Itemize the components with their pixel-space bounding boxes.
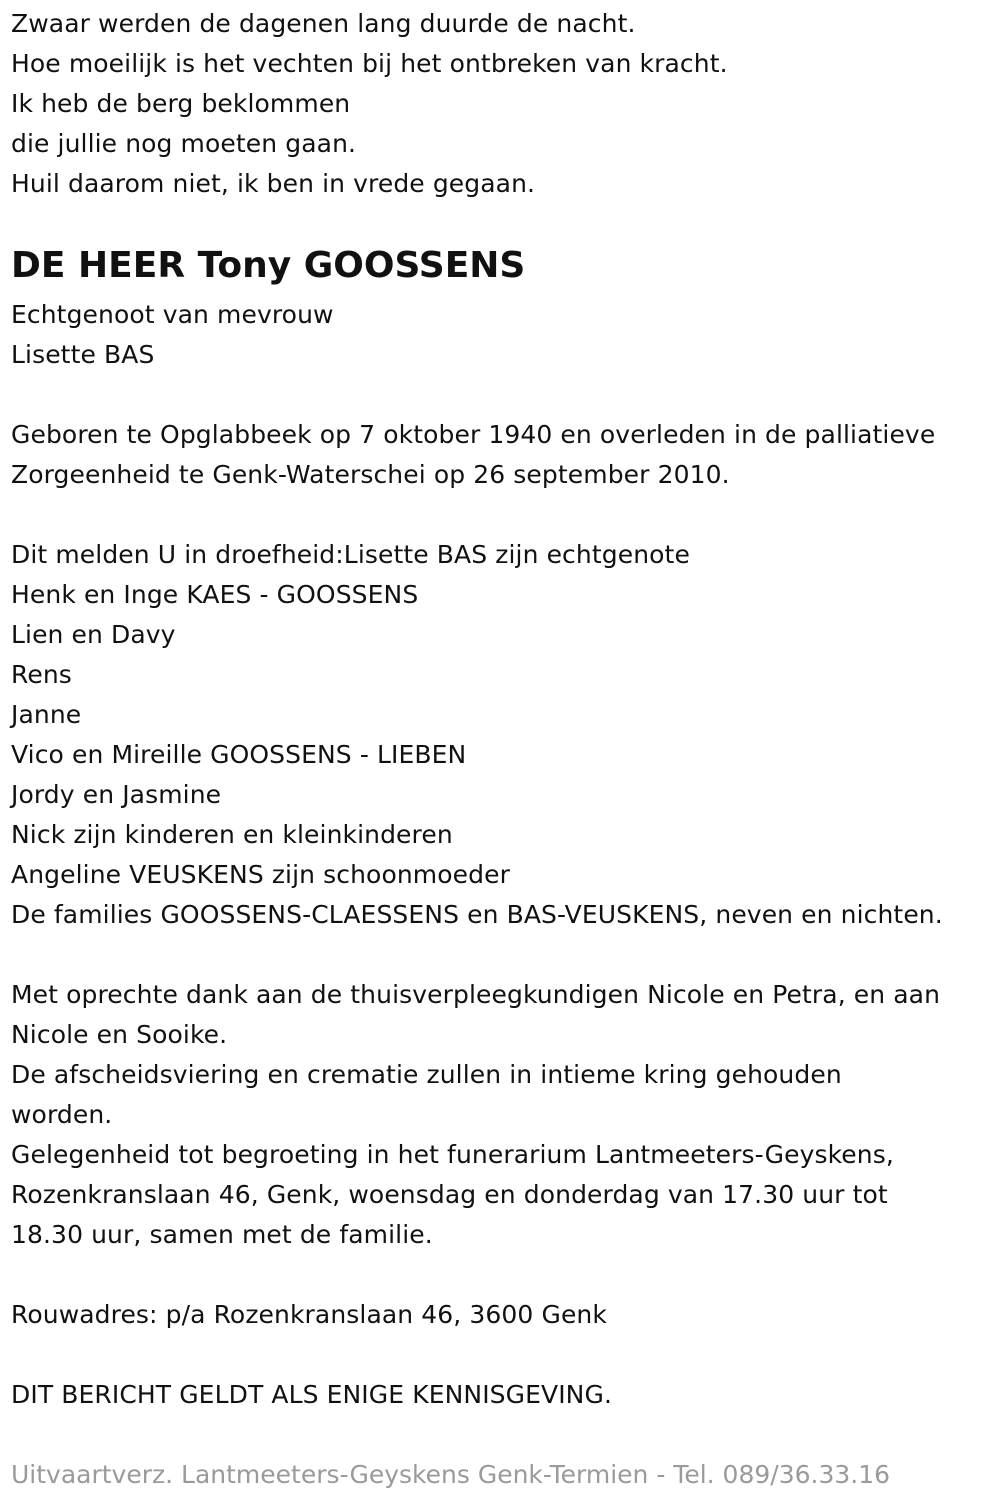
info-line: worden. [11,1100,113,1129]
thanks-and-info-paragraph [11,975,996,1255]
paragraph-gap [11,1415,996,1455]
poem-line: Zwaar werden de dagenen lang duurde de nacht. [11,9,636,38]
poem-line: Huil daarom niet, ik ben in vrede gegaan. [11,169,536,198]
poem-line: die jullie nog moeten gaan. [11,129,357,158]
spouse-line: Echtgenoot van mevrouw [11,300,334,329]
deceased-name: DE HEER Tony GOOSSENS [11,245,526,286]
info-line: 18.30 uur, samen met de familie. [11,1220,433,1249]
spouse-block [11,295,996,375]
mourner-line: De families GOOSSENS-CLAESSENS en BAS-VEUSKENS, neven en nichten. [11,900,943,929]
mourner-line: Henk en Inge KAES - GOOSSENS [11,580,419,609]
paragraph-gap [11,1255,996,1295]
funeral-home-footer: Uitvaartverz. Lantmeeters-Geyskens Genk-Termien - Tel. 089/36.33.16 [11,1460,891,1489]
mourners-list [11,535,996,935]
poem [11,4,996,204]
mourner-line: Vico en Mireille GOOSSENS - LIEBEN [11,740,467,769]
paragraph-gap [11,935,996,975]
poem-line: Hoe moeilijk is het vechten bij het ontbreken van kracht. [11,49,728,78]
notice-statement: DIT BERICHT GELDT ALS ENIGE KENNISGEVING. [11,1380,612,1409]
paragraph-gap [11,1335,996,1375]
birth-death-paragraph [11,415,996,495]
spouse-line: Lisette BAS [11,340,155,369]
info-line: Rozenkranslaan 46, Genk, woensdag en donderdag van 17.30 uur tot [11,1180,888,1209]
mourner-line: Nick zijn kinderen en kleinkinderen [11,820,453,849]
mourning-address: Rouwadres: p/a Rozenkranslaan 46, 3600 Genk [11,1300,607,1329]
mourner-line: Dit melden U in droefheid:Lisette BAS zijn echtgenote [11,540,690,569]
mourner-line: Rens [11,660,72,689]
info-line: De afscheidsviering en crematie zullen in intieme kring gehouden [11,1060,842,1089]
info-line: Gelegenheid tot begroeting in het funerarium Lantmeeters-Geyskens, [11,1140,894,1169]
mourner-line: Angeline VEUSKENS zijn schoonmoeder [11,860,510,889]
obituary-document [11,4,996,1495]
birth-death-line: Zorgeenheid te Genk-Waterschei op 26 september 2010. [11,460,730,489]
mourner-line: Jordy en Jasmine [11,780,222,809]
paragraph-gap [11,375,996,415]
mourner-line: Lien en Davy [11,620,176,649]
info-line: Nicole en Sooike. [11,1020,228,1049]
paragraph-gap [11,495,996,535]
poem-line: Ik heb de berg beklommen [11,89,351,118]
info-line: Met oprechte dank aan de thuisverpleegkundigen Nicole en Petra, en aan [11,980,941,1009]
birth-death-line: Geboren te Opglabbeek op 7 oktober 1940 en overleden in de palliatieve [11,420,936,449]
mourner-line: Janne [11,700,82,729]
